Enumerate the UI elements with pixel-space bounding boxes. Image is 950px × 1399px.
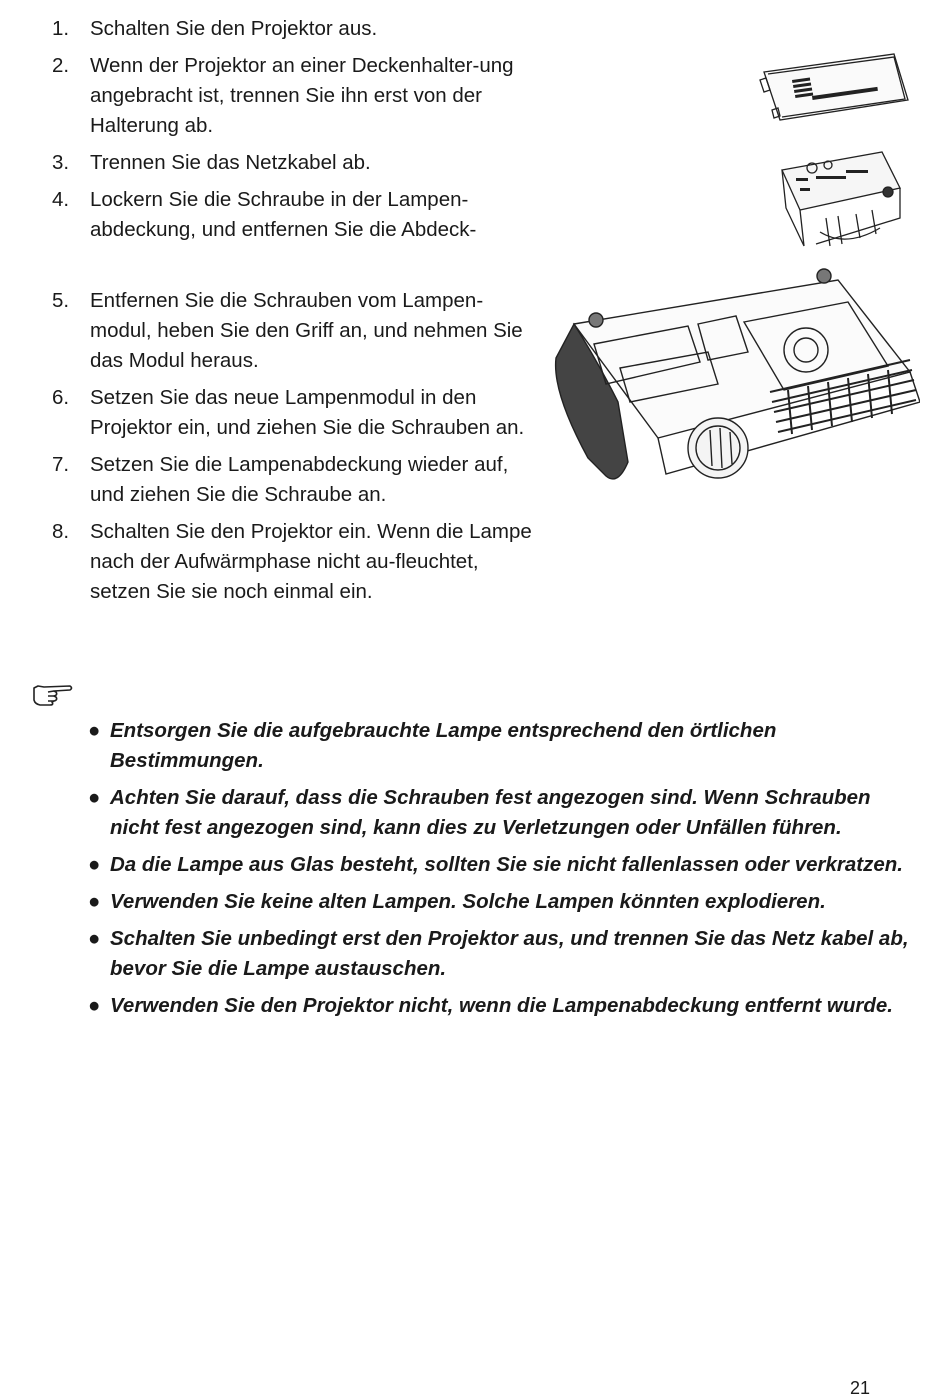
warning-notes — [88, 716, 918, 1028]
lamp-module-illustration — [776, 148, 906, 250]
step-number: 3. — [52, 151, 70, 174]
step-text: Schalten Sie den Projektor aus. — [90, 17, 378, 40]
step-text: Entfernen Sie die Schrauben vom Lampen-modul, heben Sie den Griff an, und nehmen Sie das Modul heraus. — [90, 289, 523, 372]
note-text: Schalten Sie unbedingt erst den Projektor aus, und trennen Sie das Netz kabel ab, bevor Sie die Lampe austauschen. — [110, 927, 909, 980]
note-item — [88, 887, 918, 917]
bullet: ● — [88, 890, 101, 913]
bullet: ● — [88, 719, 101, 742]
lamp-cover-illustration — [752, 50, 912, 124]
note-item — [88, 991, 918, 1021]
step-number: 8. — [52, 520, 70, 543]
bullet: ● — [88, 853, 101, 876]
step-text: Wenn der Projektor an einer Deckenhalter-ung angebracht ist, trennen Sie ihn erst von der Halterung ab. — [90, 54, 514, 137]
note-text: Entsorgen Sie die aufgebrauchte Lampe entsprechend den örtlichen Bestimmungen. — [110, 719, 777, 772]
step-item — [52, 51, 542, 141]
step-item — [52, 185, 542, 245]
step-text: Trennen Sie das Netzkabel ab. — [90, 151, 371, 174]
instruction-steps — [52, 14, 542, 614]
note-text: Verwenden Sie keine alten Lampen. Solche Lampen könnten explodieren. — [110, 890, 826, 913]
step-item — [52, 14, 542, 44]
page-number: 21 — [850, 1378, 871, 1398]
note-item — [88, 716, 918, 776]
note-text: Achten Sie darauf, dass die Schrauben fest angezogen sind. Wenn Schrauben nicht fest angezogen sind, kann dies zu Verletzungen oder Unfällen führen. — [110, 786, 871, 839]
pointing-hand-icon — [30, 680, 74, 708]
step-item — [52, 383, 542, 443]
step-number: 1. — [52, 17, 70, 40]
bullet: ● — [88, 786, 101, 809]
step-number: 6. — [52, 386, 70, 409]
note-item — [88, 783, 918, 843]
step-item — [52, 517, 542, 607]
step-number: 2. — [52, 54, 70, 77]
step-item — [52, 450, 542, 510]
note-text: Da die Lampe aus Glas besteht, sollten Sie sie nicht fallenlassen oder verkratzen. — [110, 853, 903, 876]
step-number: 7. — [52, 453, 70, 476]
note-item — [88, 850, 918, 880]
note-item — [88, 924, 918, 984]
step-text: Setzen Sie die Lampenabdeckung wieder auf, und ziehen Sie die Schraube an. — [90, 453, 509, 506]
step-number: 4. — [52, 188, 70, 211]
step-text: Schalten Sie den Projektor ein. Wenn die Lampe nach der Aufwärmphase nicht au-fleuchtet, setzen Sie sie noch einmal ein. — [90, 520, 532, 603]
bullet: ● — [88, 994, 101, 1017]
step-item — [52, 148, 542, 178]
note-text: Verwenden Sie den Projektor nicht, wenn die Lampenabdeckung entfernt wurde. — [110, 994, 893, 1017]
bullet: ● — [88, 927, 101, 950]
step-text: Lockern Sie die Schraube in der Lampen-abdeckung, und entfernen Sie die Abdeck- — [90, 188, 477, 241]
projector-illustration — [548, 262, 920, 488]
step-text: Setzen Sie das neue Lampenmodul in den Projektor ein, und ziehen Sie die Schrauben an. — [90, 386, 525, 439]
step-number: 5. — [52, 289, 70, 312]
step-item — [52, 286, 542, 376]
